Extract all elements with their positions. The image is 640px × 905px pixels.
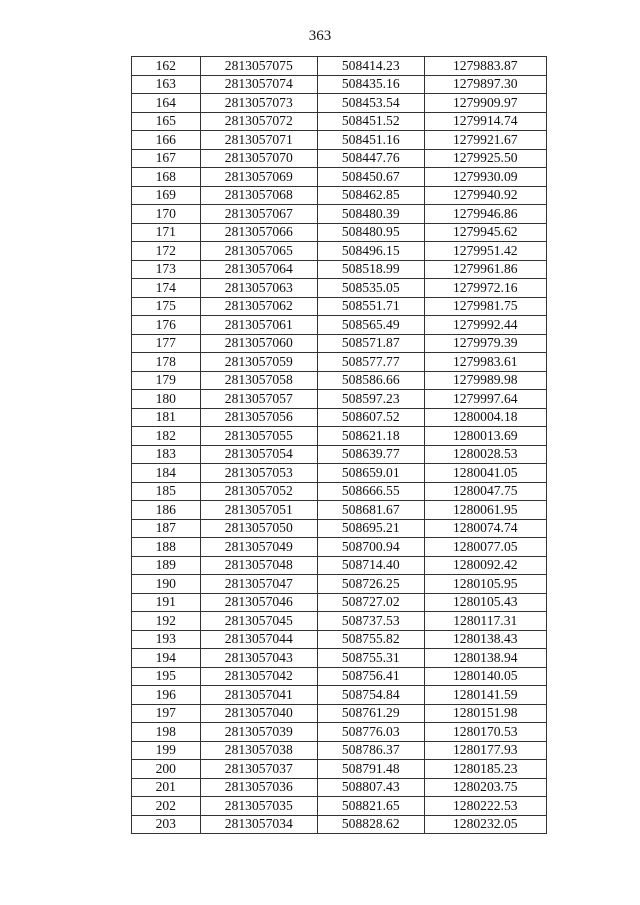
y-coordinate-cell: 1279945.62 [424,223,546,242]
point-code-cell: 2813057066 [200,223,318,242]
row-number-cell: 198 [132,723,201,742]
point-code-cell: 2813057069 [200,168,318,187]
x-coordinate-cell: 508621.18 [318,427,425,446]
point-code-cell: 2813057053 [200,464,318,483]
x-coordinate-cell: 508737.53 [318,612,425,631]
point-code-cell: 2813057052 [200,482,318,501]
row-number-cell: 169 [132,186,201,205]
point-code-cell: 2813057068 [200,186,318,205]
y-coordinate-cell: 1279983.61 [424,353,546,372]
table-row [132,445,547,464]
point-code-cell: 2813057073 [200,94,318,113]
y-coordinate-cell: 1279883.87 [424,57,546,76]
y-coordinate-cell: 1279972.16 [424,279,546,298]
row-number-cell: 162 [132,57,201,76]
row-number-cell: 172 [132,242,201,261]
row-number-cell: 193 [132,630,201,649]
row-number-cell: 168 [132,168,201,187]
point-code-cell: 2813057034 [200,815,318,834]
table-row [132,353,547,372]
x-coordinate-cell: 508586.66 [318,371,425,390]
y-coordinate-cell: 1280074.74 [424,519,546,538]
y-coordinate-cell: 1279909.97 [424,94,546,113]
y-coordinate-cell: 1280105.95 [424,575,546,594]
y-coordinate-cell: 1280222.53 [424,797,546,816]
row-number-cell: 165 [132,112,201,131]
y-coordinate-cell: 1279940.92 [424,186,546,205]
point-code-cell: 2813057061 [200,316,318,335]
y-coordinate-cell: 1280004.18 [424,408,546,427]
point-code-cell: 2813057059 [200,353,318,372]
point-code-cell: 2813057044 [200,630,318,649]
y-coordinate-cell: 1279989.98 [424,371,546,390]
table-row [132,815,547,834]
row-number-cell: 177 [132,334,201,353]
table-row [132,649,547,668]
y-coordinate-cell: 1280105.43 [424,593,546,612]
table-row [132,371,547,390]
coordinates-table-body [132,57,547,834]
table-row [132,593,547,612]
table-row [132,760,547,779]
y-coordinate-cell: 1280013.69 [424,427,546,446]
table-row [132,223,547,242]
table-row [132,538,547,557]
x-coordinate-cell: 508450.67 [318,168,425,187]
point-code-cell: 2813057063 [200,279,318,298]
coordinates-table [131,56,547,834]
table-row [132,297,547,316]
table-row [132,556,547,575]
row-number-cell: 184 [132,464,201,483]
x-coordinate-cell: 508451.52 [318,112,425,131]
x-coordinate-cell: 508639.77 [318,445,425,464]
y-coordinate-cell: 1279921.67 [424,131,546,150]
y-coordinate-cell: 1280232.05 [424,815,546,834]
row-number-cell: 164 [132,94,201,113]
table-row [132,667,547,686]
x-coordinate-cell: 508577.77 [318,353,425,372]
table-row [132,704,547,723]
row-number-cell: 190 [132,575,201,594]
table-row [132,630,547,649]
table-row [132,279,547,298]
point-code-cell: 2813057045 [200,612,318,631]
table-row [132,482,547,501]
row-number-cell: 179 [132,371,201,390]
row-number-cell: 185 [132,482,201,501]
table-row [132,408,547,427]
point-code-cell: 2813057074 [200,75,318,94]
x-coordinate-cell: 508755.82 [318,630,425,649]
table-row [132,242,547,261]
x-coordinate-cell: 508414.23 [318,57,425,76]
row-number-cell: 180 [132,390,201,409]
y-coordinate-cell: 1279930.09 [424,168,546,187]
point-code-cell: 2813057041 [200,686,318,705]
point-code-cell: 2813057055 [200,427,318,446]
row-number-cell: 186 [132,501,201,520]
point-code-cell: 2813057072 [200,112,318,131]
row-number-cell: 173 [132,260,201,279]
point-code-cell: 2813057043 [200,649,318,668]
y-coordinate-cell: 1280077.05 [424,538,546,557]
x-coordinate-cell: 508791.48 [318,760,425,779]
x-coordinate-cell: 508821.65 [318,797,425,816]
x-coordinate-cell: 508435.16 [318,75,425,94]
x-coordinate-cell: 508807.43 [318,778,425,797]
point-code-cell: 2813057048 [200,556,318,575]
y-coordinate-cell: 1280117.31 [424,612,546,631]
y-coordinate-cell: 1280138.43 [424,630,546,649]
point-code-cell: 2813057050 [200,519,318,538]
point-code-cell: 2813057062 [200,297,318,316]
row-number-cell: 183 [132,445,201,464]
row-number-cell: 167 [132,149,201,168]
table-row [132,112,547,131]
row-number-cell: 194 [132,649,201,668]
x-coordinate-cell: 508700.94 [318,538,425,557]
point-code-cell: 2813057040 [200,704,318,723]
point-code-cell: 2813057047 [200,575,318,594]
table-row [132,131,547,150]
row-number-cell: 163 [132,75,201,94]
x-coordinate-cell: 508726.25 [318,575,425,594]
point-code-cell: 2813057046 [200,593,318,612]
table-row [132,464,547,483]
row-number-cell: 189 [132,556,201,575]
y-coordinate-cell: 1279997.64 [424,390,546,409]
row-number-cell: 171 [132,223,201,242]
table-row [132,797,547,816]
y-coordinate-cell: 1280177.93 [424,741,546,760]
y-coordinate-cell: 1279951.42 [424,242,546,261]
y-coordinate-cell: 1279925.50 [424,149,546,168]
x-coordinate-cell: 508597.23 [318,390,425,409]
x-coordinate-cell: 508714.40 [318,556,425,575]
row-number-cell: 202 [132,797,201,816]
point-code-cell: 2813057056 [200,408,318,427]
table-row [132,390,547,409]
x-coordinate-cell: 508828.62 [318,815,425,834]
row-number-cell: 195 [132,667,201,686]
x-coordinate-cell: 508761.29 [318,704,425,723]
row-number-cell: 201 [132,778,201,797]
table-row [132,723,547,742]
point-code-cell: 2813057065 [200,242,318,261]
table-row [132,94,547,113]
table-row [132,778,547,797]
y-coordinate-cell: 1280185.23 [424,760,546,779]
y-coordinate-cell: 1280140.05 [424,667,546,686]
x-coordinate-cell: 508776.03 [318,723,425,742]
row-number-cell: 197 [132,704,201,723]
point-code-cell: 2813057071 [200,131,318,150]
row-number-cell: 200 [132,760,201,779]
x-coordinate-cell: 508754.84 [318,686,425,705]
y-coordinate-cell: 1280138.94 [424,649,546,668]
x-coordinate-cell: 508755.31 [318,649,425,668]
row-number-cell: 191 [132,593,201,612]
row-number-cell: 176 [132,316,201,335]
x-coordinate-cell: 508659.01 [318,464,425,483]
x-coordinate-cell: 508480.95 [318,223,425,242]
y-coordinate-cell: 1279897.30 [424,75,546,94]
row-number-cell: 196 [132,686,201,705]
x-coordinate-cell: 508551.71 [318,297,425,316]
row-number-cell: 175 [132,297,201,316]
x-coordinate-cell: 508565.49 [318,316,425,335]
page-number: 363 [308,28,332,44]
y-coordinate-cell: 1279946.86 [424,205,546,224]
table-row [132,316,547,335]
y-coordinate-cell: 1279914.74 [424,112,546,131]
point-code-cell: 2813057036 [200,778,318,797]
table-row [132,575,547,594]
point-code-cell: 2813057039 [200,723,318,742]
x-coordinate-cell: 508786.37 [318,741,425,760]
y-coordinate-cell: 1280061.95 [424,501,546,520]
x-coordinate-cell: 508451.16 [318,131,425,150]
table-row [132,186,547,205]
table-row [132,75,547,94]
y-coordinate-cell: 1280041.05 [424,464,546,483]
x-coordinate-cell: 508571.87 [318,334,425,353]
row-number-cell: 174 [132,279,201,298]
row-number-cell: 199 [132,741,201,760]
point-code-cell: 2813057075 [200,57,318,76]
point-code-cell: 2813057057 [200,390,318,409]
table-row [132,741,547,760]
x-coordinate-cell: 508480.39 [318,205,425,224]
x-coordinate-cell: 508447.76 [318,149,425,168]
table-row [132,501,547,520]
row-number-cell: 188 [132,538,201,557]
y-coordinate-cell: 1280151.98 [424,704,546,723]
table-row [132,427,547,446]
table-row [132,168,547,187]
table-row [132,149,547,168]
point-code-cell: 2813057037 [200,760,318,779]
row-number-cell: 166 [132,131,201,150]
x-coordinate-cell: 508453.54 [318,94,425,113]
point-code-cell: 2813057042 [200,667,318,686]
point-code-cell: 2813057049 [200,538,318,557]
table-row [132,334,547,353]
y-coordinate-cell: 1280047.75 [424,482,546,501]
row-number-cell: 192 [132,612,201,631]
table-row [132,612,547,631]
x-coordinate-cell: 508756.41 [318,667,425,686]
x-coordinate-cell: 508462.85 [318,186,425,205]
y-coordinate-cell: 1279961.86 [424,260,546,279]
row-number-cell: 203 [132,815,201,834]
x-coordinate-cell: 508695.21 [318,519,425,538]
x-coordinate-cell: 508535.05 [318,279,425,298]
point-code-cell: 2813057035 [200,797,318,816]
y-coordinate-cell: 1280170.53 [424,723,546,742]
point-code-cell: 2813057060 [200,334,318,353]
y-coordinate-cell: 1280203.75 [424,778,546,797]
x-coordinate-cell: 508496.15 [318,242,425,261]
y-coordinate-cell: 1279981.75 [424,297,546,316]
point-code-cell: 2813057054 [200,445,318,464]
x-coordinate-cell: 508666.55 [318,482,425,501]
point-code-cell: 2813057064 [200,260,318,279]
point-code-cell: 2813057051 [200,501,318,520]
x-coordinate-cell: 508607.52 [318,408,425,427]
x-coordinate-cell: 508727.02 [318,593,425,612]
point-code-cell: 2813057070 [200,149,318,168]
point-code-cell: 2813057038 [200,741,318,760]
y-coordinate-cell: 1279979.39 [424,334,546,353]
y-coordinate-cell: 1280141.59 [424,686,546,705]
y-coordinate-cell: 1280092.42 [424,556,546,575]
row-number-cell: 170 [132,205,201,224]
x-coordinate-cell: 508681.67 [318,501,425,520]
row-number-cell: 178 [132,353,201,372]
point-code-cell: 2813057067 [200,205,318,224]
row-number-cell: 187 [132,519,201,538]
row-number-cell: 181 [132,408,201,427]
table-row [132,686,547,705]
x-coordinate-cell: 508518.99 [318,260,425,279]
point-code-cell: 2813057058 [200,371,318,390]
y-coordinate-cell: 1279992.44 [424,316,546,335]
row-number-cell: 182 [132,427,201,446]
table-row [132,205,547,224]
table-row [132,519,547,538]
y-coordinate-cell: 1280028.53 [424,445,546,464]
table-row [132,260,547,279]
table-row [132,57,547,76]
